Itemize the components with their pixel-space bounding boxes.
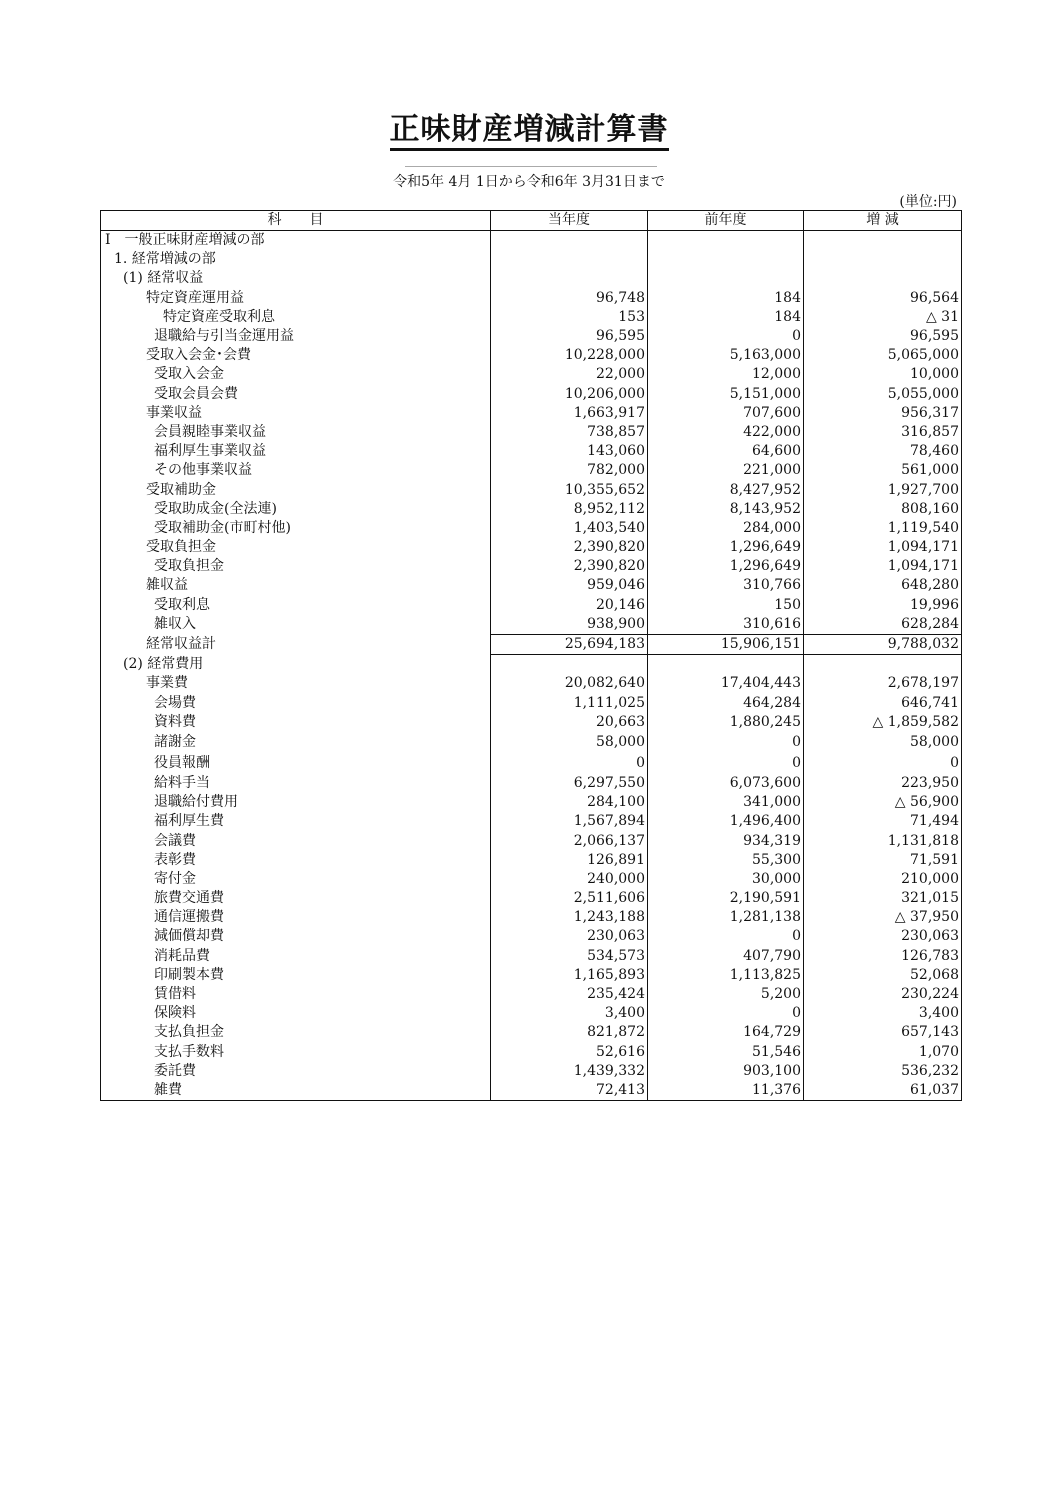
current-year-value	[491, 231, 648, 251]
change-value: 1,119,540	[804, 519, 962, 538]
change-value: 1,070	[804, 1043, 962, 1062]
change-value: 316,857	[804, 423, 962, 442]
period-divider	[405, 166, 657, 167]
current-year-value: 1,165,893	[491, 966, 648, 985]
current-year-value: 284,100	[491, 793, 648, 812]
account-cell	[101, 327, 491, 346]
account-cell	[101, 634, 491, 654]
account-cell	[101, 385, 491, 404]
account-label: 特定資産運用益	[146, 289, 244, 306]
change-value: 210,000	[804, 870, 962, 889]
table-row	[101, 480, 962, 499]
current-year-value: 534,573	[491, 947, 648, 966]
account-cell	[101, 812, 491, 831]
change-value: 646,741	[804, 694, 962, 713]
table-row	[101, 461, 962, 480]
change-value: 71,591	[804, 851, 962, 870]
current-year-value: 58,000	[491, 732, 648, 753]
account-cell	[101, 985, 491, 1004]
table-row	[101, 1062, 962, 1081]
account-cell	[101, 308, 491, 327]
table-row	[101, 596, 962, 615]
account-label: 事業費	[146, 675, 188, 692]
change-value: 657,143	[804, 1023, 962, 1042]
change-value: 561,000	[804, 461, 962, 480]
table-row	[101, 966, 962, 985]
current-year-value: 1,243,188	[491, 908, 648, 927]
change-value: 2,678,197	[804, 674, 962, 693]
header-current-year: 当年度	[491, 211, 648, 231]
current-year-value: 10,355,652	[491, 480, 648, 499]
account-cell	[101, 423, 491, 442]
previous-year-value: 0	[648, 753, 804, 774]
previous-year-value: 0	[648, 327, 804, 346]
previous-year-value: 707,600	[648, 404, 804, 423]
table-row	[101, 713, 962, 732]
account-cell	[101, 774, 491, 793]
account-label: (1) 経常収益	[123, 270, 204, 287]
current-year-value: 2,390,820	[491, 538, 648, 557]
account-cell	[101, 269, 491, 288]
previous-year-value: 310,766	[648, 576, 804, 595]
account-cell	[101, 250, 491, 269]
account-cell	[101, 615, 491, 635]
account-label: 経常収益計	[146, 636, 216, 653]
previous-year-value: 17,404,443	[648, 674, 804, 693]
current-year-value: 153	[491, 308, 648, 327]
account-label: 諸謝金	[154, 733, 196, 750]
change-value: 808,160	[804, 500, 962, 519]
previous-year-value: 407,790	[648, 947, 804, 966]
table-row	[101, 851, 962, 870]
table-row	[101, 327, 962, 346]
change-value: 96,564	[804, 289, 962, 308]
change-value: 1,927,700	[804, 480, 962, 499]
account-cell	[101, 966, 491, 985]
current-year-value: 8,952,112	[491, 500, 648, 519]
table-row	[101, 732, 962, 753]
table-row	[101, 1043, 962, 1062]
account-label: 受取会員会費	[154, 385, 238, 402]
change-value: 1,094,171	[804, 557, 962, 576]
current-year-value: 938,900	[491, 615, 648, 635]
current-year-value	[491, 655, 648, 675]
change-value: 10,000	[804, 365, 962, 384]
account-label: 資料費	[154, 713, 196, 730]
change-value: 61,037	[804, 1081, 962, 1101]
previous-year-value: 1,296,649	[648, 557, 804, 576]
account-cell	[101, 870, 491, 889]
total-row	[101, 634, 962, 654]
account-cell	[101, 596, 491, 615]
account-label: 受取補助金(市町村他)	[154, 519, 291, 536]
account-label: 特定資産受取利息	[163, 308, 275, 325]
previous-year-value: 464,284	[648, 694, 804, 713]
account-cell	[101, 947, 491, 966]
account-cell	[101, 231, 491, 251]
change-value	[804, 250, 962, 269]
account-label: 賃借料	[154, 986, 196, 1003]
table-row	[101, 812, 962, 831]
account-label: 受取助成金(全法連)	[154, 500, 277, 517]
current-year-value: 240,000	[491, 870, 648, 889]
current-year-value: 959,046	[491, 576, 648, 595]
change-value	[804, 655, 962, 675]
current-year-value: 20,146	[491, 596, 648, 615]
account-label: 保険料	[154, 1005, 196, 1022]
previous-year-value: 8,427,952	[648, 480, 804, 499]
table-row	[101, 753, 962, 774]
previous-year-value: 934,319	[648, 831, 804, 850]
previous-year-value: 8,143,952	[648, 500, 804, 519]
table-row	[101, 947, 962, 966]
current-year-value: 25,694,183	[491, 634, 648, 654]
current-year-value: 10,228,000	[491, 346, 648, 365]
current-year-value: 821,872	[491, 1023, 648, 1042]
account-cell	[101, 346, 491, 365]
current-year-value: 10,206,000	[491, 385, 648, 404]
table-row	[101, 289, 962, 308]
current-year-value: 22,000	[491, 365, 648, 384]
header-change: 増 減	[804, 211, 962, 231]
account-label: 旅費交通費	[154, 890, 224, 907]
change-value: 96,595	[804, 327, 962, 346]
current-year-value: 6,297,550	[491, 774, 648, 793]
table-row	[101, 308, 962, 327]
table-row	[101, 694, 962, 713]
account-cell	[101, 694, 491, 713]
previous-year-value: 0	[648, 1004, 804, 1023]
current-year-value: 96,748	[491, 289, 648, 308]
account-cell	[101, 461, 491, 480]
change-value: 956,317	[804, 404, 962, 423]
table-row	[101, 519, 962, 538]
previous-year-value: 2,190,591	[648, 889, 804, 908]
current-year-value: 52,616	[491, 1043, 648, 1062]
account-label: 雑収益	[146, 577, 188, 594]
account-label: 雑収入	[154, 616, 196, 633]
table-row	[101, 269, 962, 288]
previous-year-value: 6,073,600	[648, 774, 804, 793]
title-text: 正味財産増減計算書	[390, 112, 669, 151]
account-cell	[101, 889, 491, 908]
account-cell	[101, 1043, 491, 1062]
header-previous-year: 前年度	[648, 211, 804, 231]
table-row	[101, 831, 962, 850]
current-year-value: 235,424	[491, 985, 648, 1004]
current-year-value	[491, 269, 648, 288]
change-value: △ 1,859,582	[804, 713, 962, 732]
previous-year-value: 184	[648, 289, 804, 308]
current-year-value: 96,595	[491, 327, 648, 346]
change-value: 3,400	[804, 1004, 962, 1023]
previous-year-value: 55,300	[648, 851, 804, 870]
change-value: 71,494	[804, 812, 962, 831]
table-row	[101, 674, 962, 693]
current-year-value: 20,082,640	[491, 674, 648, 693]
account-cell	[101, 793, 491, 812]
change-value	[804, 269, 962, 288]
previous-year-value: 341,000	[648, 793, 804, 812]
account-label: 通信運搬費	[154, 909, 224, 926]
statement-table	[100, 210, 962, 1101]
previous-year-value	[648, 655, 804, 675]
previous-year-value: 11,376	[648, 1081, 804, 1101]
account-label: 退職給付費用	[154, 794, 238, 811]
account-label: 受取入会金	[154, 366, 224, 383]
account-cell	[101, 831, 491, 850]
account-cell	[101, 1062, 491, 1081]
change-value: 19,996	[804, 596, 962, 615]
change-value: 78,460	[804, 442, 962, 461]
account-label: 消耗品費	[154, 947, 210, 964]
current-year-value: 738,857	[491, 423, 648, 442]
table-row	[101, 250, 962, 269]
previous-year-value: 30,000	[648, 870, 804, 889]
change-value: 0	[804, 753, 962, 774]
previous-year-value: 221,000	[648, 461, 804, 480]
current-year-value: 2,066,137	[491, 831, 648, 850]
account-cell	[101, 538, 491, 557]
current-year-value: 1,663,917	[491, 404, 648, 423]
document-title	[0, 104, 1058, 148]
change-value: △ 56,900	[804, 793, 962, 812]
table-row	[101, 985, 962, 1004]
account-label: 表彰費	[154, 851, 196, 868]
table-row	[101, 870, 962, 889]
current-year-value	[491, 250, 648, 269]
current-year-value: 3,400	[491, 1004, 648, 1023]
table-row	[101, 889, 962, 908]
current-year-value: 1,403,540	[491, 519, 648, 538]
table-row	[101, 655, 962, 675]
table-row	[101, 538, 962, 557]
change-value: 5,055,000	[804, 385, 962, 404]
current-year-value: 72,413	[491, 1081, 648, 1101]
account-cell	[101, 365, 491, 384]
account-label: 受取利息	[154, 596, 210, 613]
table-row	[101, 1081, 962, 1101]
previous-year-value: 5,163,000	[648, 346, 804, 365]
account-label: 受取負担金	[146, 539, 216, 556]
current-year-value: 1,567,894	[491, 812, 648, 831]
table-row	[101, 908, 962, 927]
table-row	[101, 615, 962, 635]
previous-year-value: 1,880,245	[648, 713, 804, 732]
previous-year-value: 12,000	[648, 365, 804, 384]
account-cell	[101, 927, 491, 946]
account-label: 雑費	[154, 1081, 182, 1098]
account-cell	[101, 404, 491, 423]
table-row	[101, 365, 962, 384]
change-value: △ 31	[804, 308, 962, 327]
previous-year-value: 310,616	[648, 615, 804, 635]
account-label: 支払負担金	[154, 1024, 224, 1041]
table-body	[101, 231, 962, 1101]
change-value: 230,224	[804, 985, 962, 1004]
change-value: 321,015	[804, 889, 962, 908]
previous-year-value: 51,546	[648, 1043, 804, 1062]
unit-label: (単位:円)	[899, 194, 957, 210]
account-cell	[101, 1023, 491, 1042]
change-value	[804, 231, 962, 251]
account-label: 役員報酬	[154, 754, 210, 771]
header-account: 科 目	[101, 211, 491, 231]
period-range: 令和5年 4月 1日から令和6年 3月31日まで	[393, 174, 665, 190]
change-value: 1,131,818	[804, 831, 962, 850]
change-value: 1,094,171	[804, 538, 962, 557]
previous-year-value	[648, 269, 804, 288]
change-value: 223,950	[804, 774, 962, 793]
table-row	[101, 1023, 962, 1042]
current-year-value: 20,663	[491, 713, 648, 732]
account-label: 印刷製本費	[154, 966, 224, 983]
account-label: 減価償却費	[154, 928, 224, 945]
table-row	[101, 385, 962, 404]
change-value: △ 37,950	[804, 908, 962, 927]
account-label: 支払手数料	[154, 1043, 224, 1060]
account-cell	[101, 480, 491, 499]
current-year-value: 1,439,332	[491, 1062, 648, 1081]
account-cell	[101, 732, 491, 753]
account-label: 委託費	[154, 1062, 196, 1079]
change-value: 230,063	[804, 927, 962, 946]
account-cell	[101, 908, 491, 927]
current-year-value: 143,060	[491, 442, 648, 461]
change-value: 536,232	[804, 1062, 962, 1081]
previous-year-value: 5,151,000	[648, 385, 804, 404]
change-value: 58,000	[804, 732, 962, 753]
previous-year-value: 422,000	[648, 423, 804, 442]
previous-year-value: 150	[648, 596, 804, 615]
account-label: その他事業収益	[154, 462, 252, 479]
previous-year-value: 1,496,400	[648, 812, 804, 831]
change-value: 628,284	[804, 615, 962, 635]
account-label: 受取補助金	[146, 481, 216, 498]
account-cell	[101, 655, 491, 675]
current-year-value: 2,390,820	[491, 557, 648, 576]
account-label: 受取負担金	[154, 558, 224, 575]
change-value: 52,068	[804, 966, 962, 985]
current-year-value: 0	[491, 753, 648, 774]
account-label: 受取入会金･会費	[146, 347, 251, 364]
account-label: 1. 経常増減の部	[114, 251, 216, 268]
table-row	[101, 576, 962, 595]
account-cell	[101, 557, 491, 576]
account-cell	[101, 753, 491, 774]
account-label: 福利厚生費	[154, 813, 224, 830]
account-label: Ⅰ 一般正味財産増減の部	[105, 232, 265, 249]
current-year-value: 2,511,606	[491, 889, 648, 908]
account-label: (2) 経常費用	[123, 655, 204, 672]
table-row	[101, 500, 962, 519]
account-cell	[101, 576, 491, 595]
previous-year-value: 903,100	[648, 1062, 804, 1081]
table-row	[101, 774, 962, 793]
previous-year-value: 64,600	[648, 442, 804, 461]
previous-year-value: 164,729	[648, 1023, 804, 1042]
table-row	[101, 423, 962, 442]
account-cell	[101, 500, 491, 519]
previous-year-value: 184	[648, 308, 804, 327]
account-label: 給料手当	[154, 774, 210, 791]
previous-year-value: 1,296,649	[648, 538, 804, 557]
previous-year-value: 0	[648, 927, 804, 946]
table-row	[101, 346, 962, 365]
account-cell	[101, 851, 491, 870]
previous-year-value: 0	[648, 732, 804, 753]
table-row	[101, 793, 962, 812]
current-year-value: 1,111,025	[491, 694, 648, 713]
account-cell	[101, 519, 491, 538]
account-label: 会場費	[154, 694, 196, 711]
table-row	[101, 231, 962, 251]
table-row	[101, 404, 962, 423]
account-cell	[101, 1004, 491, 1023]
account-cell	[101, 289, 491, 308]
previous-year-value	[648, 250, 804, 269]
table-row	[101, 927, 962, 946]
current-year-value: 126,891	[491, 851, 648, 870]
previous-year-value: 1,113,825	[648, 966, 804, 985]
table-row	[101, 442, 962, 461]
change-value: 648,280	[804, 576, 962, 595]
change-value: 126,783	[804, 947, 962, 966]
change-value: 9,788,032	[804, 634, 962, 654]
previous-year-value: 284,000	[648, 519, 804, 538]
header-row	[101, 211, 962, 231]
account-cell	[101, 1081, 491, 1101]
account-label: 福利厚生事業収益	[154, 443, 266, 460]
previous-year-value: 15,906,151	[648, 634, 804, 654]
change-value: 5,065,000	[804, 346, 962, 365]
account-label: 会員親睦事業収益	[154, 423, 266, 440]
previous-year-value: 1,281,138	[648, 908, 804, 927]
account-cell	[101, 713, 491, 732]
account-label: 会議費	[154, 832, 196, 849]
table-row	[101, 557, 962, 576]
table-row	[101, 1004, 962, 1023]
account-label: 事業収益	[146, 404, 202, 421]
account-label: 退職給与引当金運用益	[154, 328, 294, 345]
current-year-value: 230,063	[491, 927, 648, 946]
previous-year-value	[648, 231, 804, 251]
previous-year-value: 5,200	[648, 985, 804, 1004]
current-year-value: 782,000	[491, 461, 648, 480]
account-cell	[101, 442, 491, 461]
account-cell	[101, 674, 491, 693]
account-label: 寄付金	[154, 870, 196, 887]
